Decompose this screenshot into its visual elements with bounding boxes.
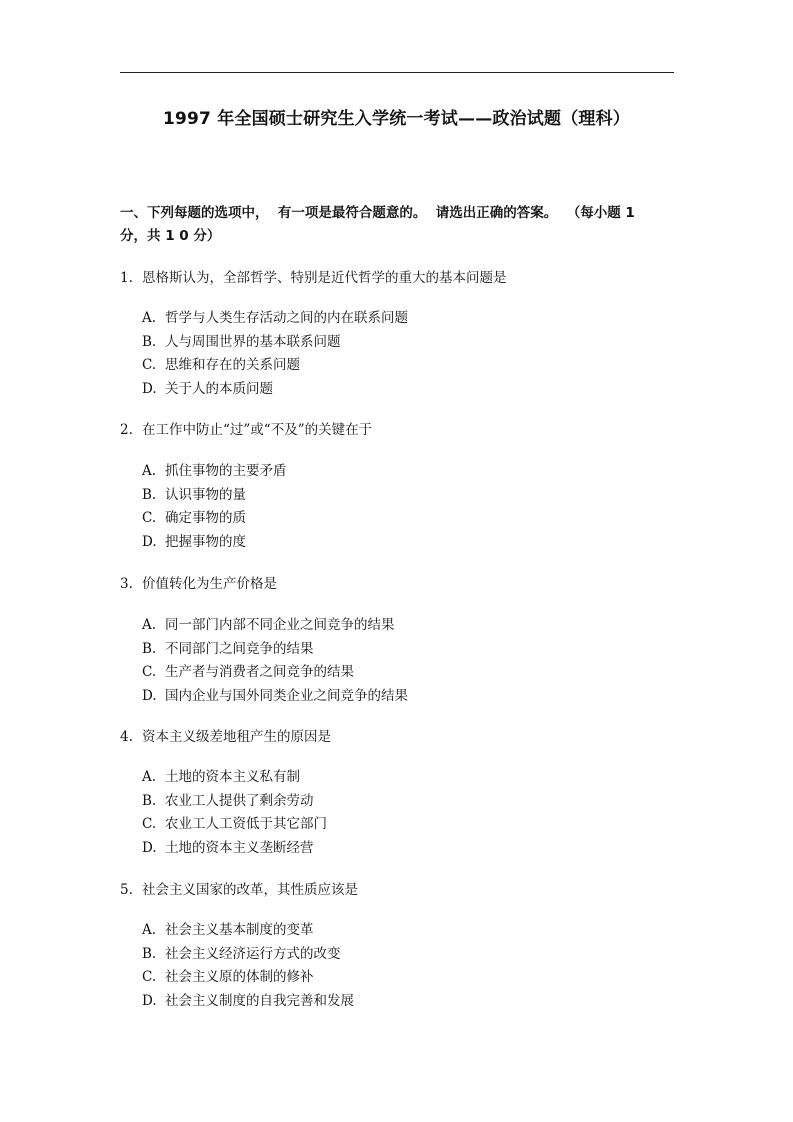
question-5: [120, 880, 680, 900]
option-c: [142, 966, 682, 990]
question-text: 社会主义国家的改革，其性质应该是: [142, 882, 358, 898]
option-text: 农业工人提供了剩余劳动: [165, 792, 314, 809]
option-letter: D.: [142, 687, 157, 704]
option-text: 社会主义制度的自我完善和发展: [165, 992, 354, 1009]
option-letter: C.: [142, 969, 157, 986]
question-number: 4.: [120, 729, 133, 745]
option-a: [142, 766, 682, 790]
option-b: [142, 484, 682, 508]
question-number: 2.: [120, 422, 133, 438]
option-text: 人与周围世界的基本联系问题: [165, 333, 341, 350]
section-heading-line-2: 分，共 1 0 分）: [120, 228, 221, 244]
option-letter: B.: [142, 792, 157, 809]
option-d: [142, 990, 682, 1014]
question-1-options: [142, 307, 682, 401]
option-letter: D.: [142, 380, 157, 397]
option-letter: D.: [142, 839, 157, 856]
option-a: [142, 614, 682, 638]
option-text: 把握事物的度: [165, 533, 246, 550]
option-text: 确定事物的质: [165, 510, 246, 527]
option-d: [142, 685, 682, 709]
option-text: 同一部门内部不同企业之间竞争的结果: [165, 617, 395, 633]
option-text: 哲学与人类生存活动之间的内在联系问题: [165, 310, 408, 326]
option-letter: A.: [142, 617, 157, 633]
option-c: [142, 813, 682, 837]
option-text: 社会主义经济运行方式的改变: [165, 945, 341, 962]
question-text: 恩格斯认为，全部哲学、特别是近代哲学的重大的基本问题是: [142, 270, 507, 286]
question-2-options: [142, 460, 682, 554]
question-number: 3.: [120, 576, 133, 592]
header-rule: [120, 72, 674, 73]
option-letter: A.: [142, 463, 157, 479]
option-letter: D.: [142, 992, 157, 1009]
option-b: [142, 638, 682, 662]
question-3: [120, 574, 680, 594]
option-text: 思维和存在的关系问题: [165, 357, 300, 374]
option-c: [142, 354, 682, 378]
option-letter: B.: [142, 486, 157, 503]
option-text: 农业工人工资低于其它部门: [165, 816, 327, 833]
question-1: [120, 268, 680, 288]
question-text: 在工作中防止“过”或“不及”的关键在于: [142, 422, 373, 438]
question-3-options: [142, 614, 682, 708]
option-b: [142, 790, 682, 814]
option-letter: B.: [142, 945, 157, 962]
question-number: 1.: [120, 270, 133, 286]
option-d: [142, 378, 682, 402]
option-a: [142, 460, 682, 484]
option-text: 社会主义基本制度的变革: [165, 922, 314, 938]
option-text: 关于人的本质问题: [165, 380, 273, 397]
question-4-options: [142, 766, 682, 860]
option-b: [142, 331, 682, 355]
option-text: 抓住事物的主要矛盾: [165, 463, 287, 479]
option-text: 不同部门之间竞争的结果: [165, 640, 314, 657]
option-letter: C.: [142, 510, 157, 527]
section-heading: [120, 202, 680, 248]
option-letter: A.: [142, 310, 157, 326]
option-letter: C.: [142, 664, 157, 681]
option-letter: A.: [142, 769, 157, 785]
option-text: 国内企业与国外同类企业之间竞争的结果: [165, 687, 408, 704]
option-a: [142, 919, 682, 943]
question-text: 价值转化为生产价格是: [142, 576, 277, 592]
option-text: 土地的资本主义垄断经营: [165, 839, 314, 856]
question-2: [120, 420, 680, 440]
option-b: [142, 943, 682, 967]
option-text: 土地的资本主义私有制: [165, 769, 300, 785]
section-heading-line-1: 一、下列每题的选项中， 有一项是最符合题意的。 请选出正确的答案。 （每小题 1: [120, 205, 635, 221]
option-letter: D.: [142, 533, 157, 550]
option-letter: B.: [142, 640, 157, 657]
option-letter: B.: [142, 333, 157, 350]
option-letter: C.: [142, 816, 157, 833]
option-text: 社会主义原的体制的修补: [165, 969, 314, 986]
option-text: 生产者与消费者之间竞争的结果: [165, 664, 354, 681]
option-letter: A.: [142, 922, 157, 938]
document-title: 1997 年全国硕士研究生入学统一考试——政治试题（理科）: [162, 109, 631, 129]
question-5-options: [142, 919, 682, 1013]
option-letter: C.: [142, 357, 157, 374]
option-c: [142, 661, 682, 685]
question-text: 资本主义级差地租产生的原因是: [142, 729, 331, 745]
question-number: 5.: [120, 882, 133, 898]
option-a: [142, 307, 682, 331]
question-4: [120, 727, 680, 747]
option-d: [142, 837, 682, 861]
option-d: [142, 531, 682, 555]
option-text: 认识事物的量: [165, 486, 246, 503]
option-c: [142, 507, 682, 531]
